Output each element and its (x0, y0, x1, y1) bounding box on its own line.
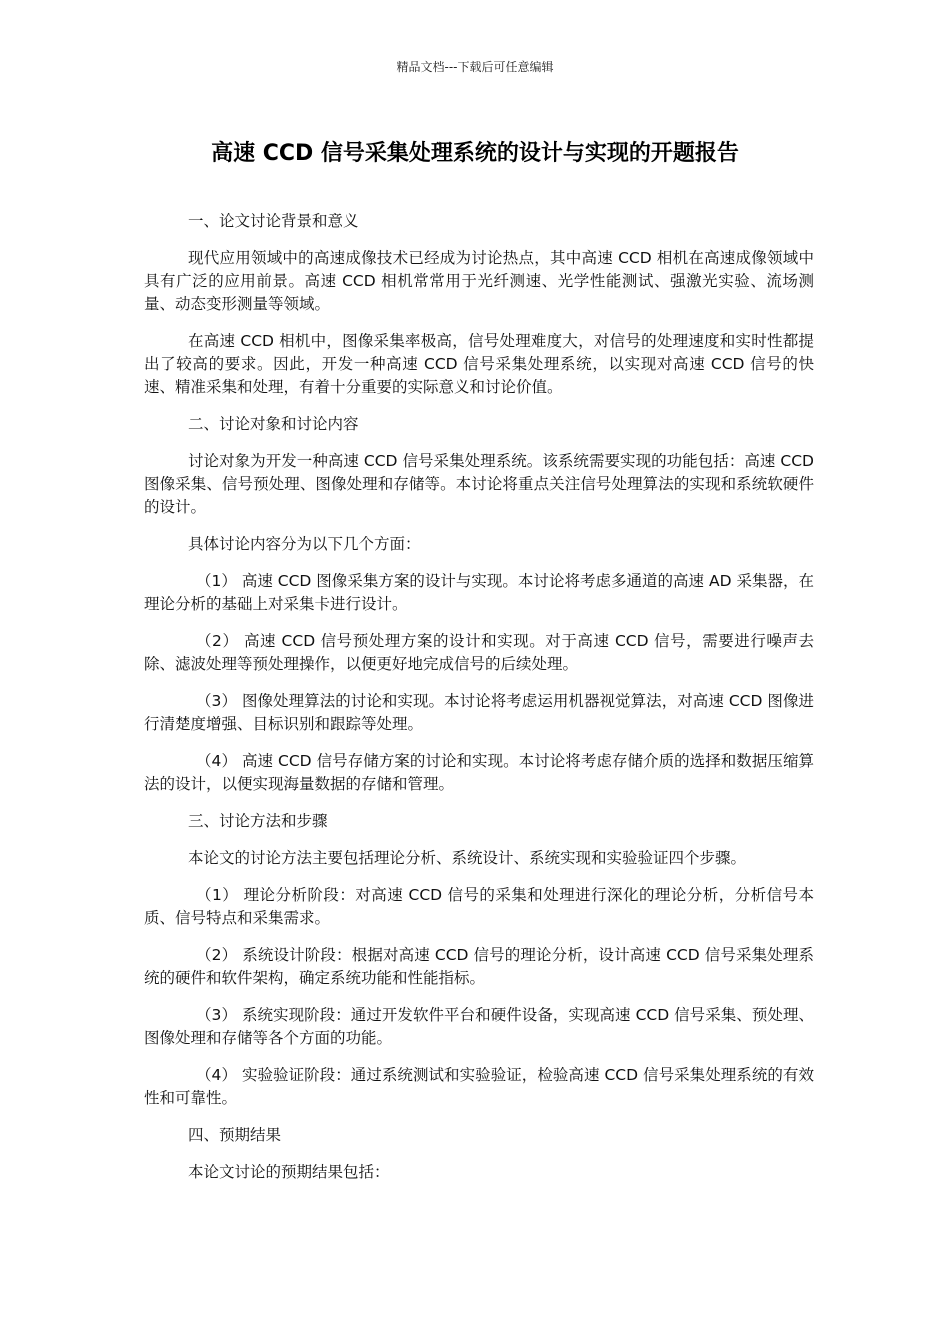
section-heading-research-content: 二、讨论对象和讨论内容 (188, 415, 359, 433)
list-item: （3） 系统实现阶段：通过开发软件平台和硬件设备，实现高速 CCD 信号采集、预处理、图像处理和存储等各个方面的功能。 (144, 1006, 814, 1047)
section-heading-expected-results: 四、预期结果 (188, 1126, 282, 1144)
section-heading-methods: 三、讨论方法和步骤 (188, 812, 328, 830)
list-item: （2） 高速 CCD 信号预处理方案的设计和实现。对于高速 CCD 信号，需要进行噪声去除、滤波处理等预处理操作，以便更好地完成信号的后续处理。 (144, 632, 814, 673)
list-item: （4） 高速 CCD 信号存储方案的讨论和实现。本讨论将考虑存储介质的选择和数据压缩算法的设计，以便实现海量数据的存储和管理。 (144, 752, 814, 793)
paragraph: 具体讨论内容分为以下几个方面： (188, 535, 421, 553)
list-item: （3） 图像处理算法的讨论和实现。本讨论将考虑运用机器视觉算法，对高速 CCD 图像进行清楚度增强、目标识别和跟踪等处理。 (144, 692, 814, 733)
paragraph: 在高速 CCD 相机中，图像采集率极高，信号处理难度大，对信号的处理速度和实时性都提出了较高的要求。因此，开发一种高速 CCD 信号采集处理系统，以实现对高速 CCD 信号的快速、精准采集和处理，有着十分重要的实际意义和讨论价值。 (144, 332, 814, 396)
section-heading-background: 一、论文讨论背景和意义 (188, 212, 359, 230)
paragraph: 本论文讨论的预期结果包括： (188, 1163, 390, 1181)
document-title: 高速 CCD 信号采集处理系统的设计与实现的开题报告 (211, 141, 739, 166)
paragraph: 本论文的讨论方法主要包括理论分析、系统设计、系统实现和实验验证四个步骤。 (188, 849, 747, 867)
list-item: （4） 实验验证阶段：通过系统测试和实验验证，检验高速 CCD 信号采集处理系统的有效性和可靠性。 (144, 1066, 814, 1107)
page-header: 精品文档---下载后可任意编辑 (396, 60, 554, 74)
list-item: （2） 系统设计阶段：根据对高速 CCD 信号的理论分析，设计高速 CCD 信号采集处理系统的硬件和软件架构，确定系统功能和性能指标。 (144, 946, 814, 987)
paragraph: 讨论对象为开发一种高速 CCD 信号采集处理系统。该系统需要实现的功能包括：高速 CCD 图像采集、信号预处理、图像处理和存储等。本讨论将重点关注信号处理算法的实现和系统软硬件的设计。 (144, 452, 814, 516)
document-body (144, 210, 814, 1198)
list-item: （1） 高速 CCD 图像采集方案的设计与实现。本讨论将考虑多通道的高速 AD 采集器，在理论分析的基础上对采集卡进行设计。 (144, 572, 814, 613)
paragraph: 现代应用领域中的高速成像技术已经成为讨论热点，其中高速 CCD 相机在高速成像领域中具有广泛的应用前景。高速 CCD 相机常常用于光纤测速、光学性能测试、强激光实验、流场测量、动态变形测量等领域。 (144, 249, 814, 313)
list-item: （1） 理论分析阶段：对高速 CCD 信号的采集和处理进行深化的理论分析，分析信号本质、信号特点和采集需求。 (144, 886, 814, 927)
